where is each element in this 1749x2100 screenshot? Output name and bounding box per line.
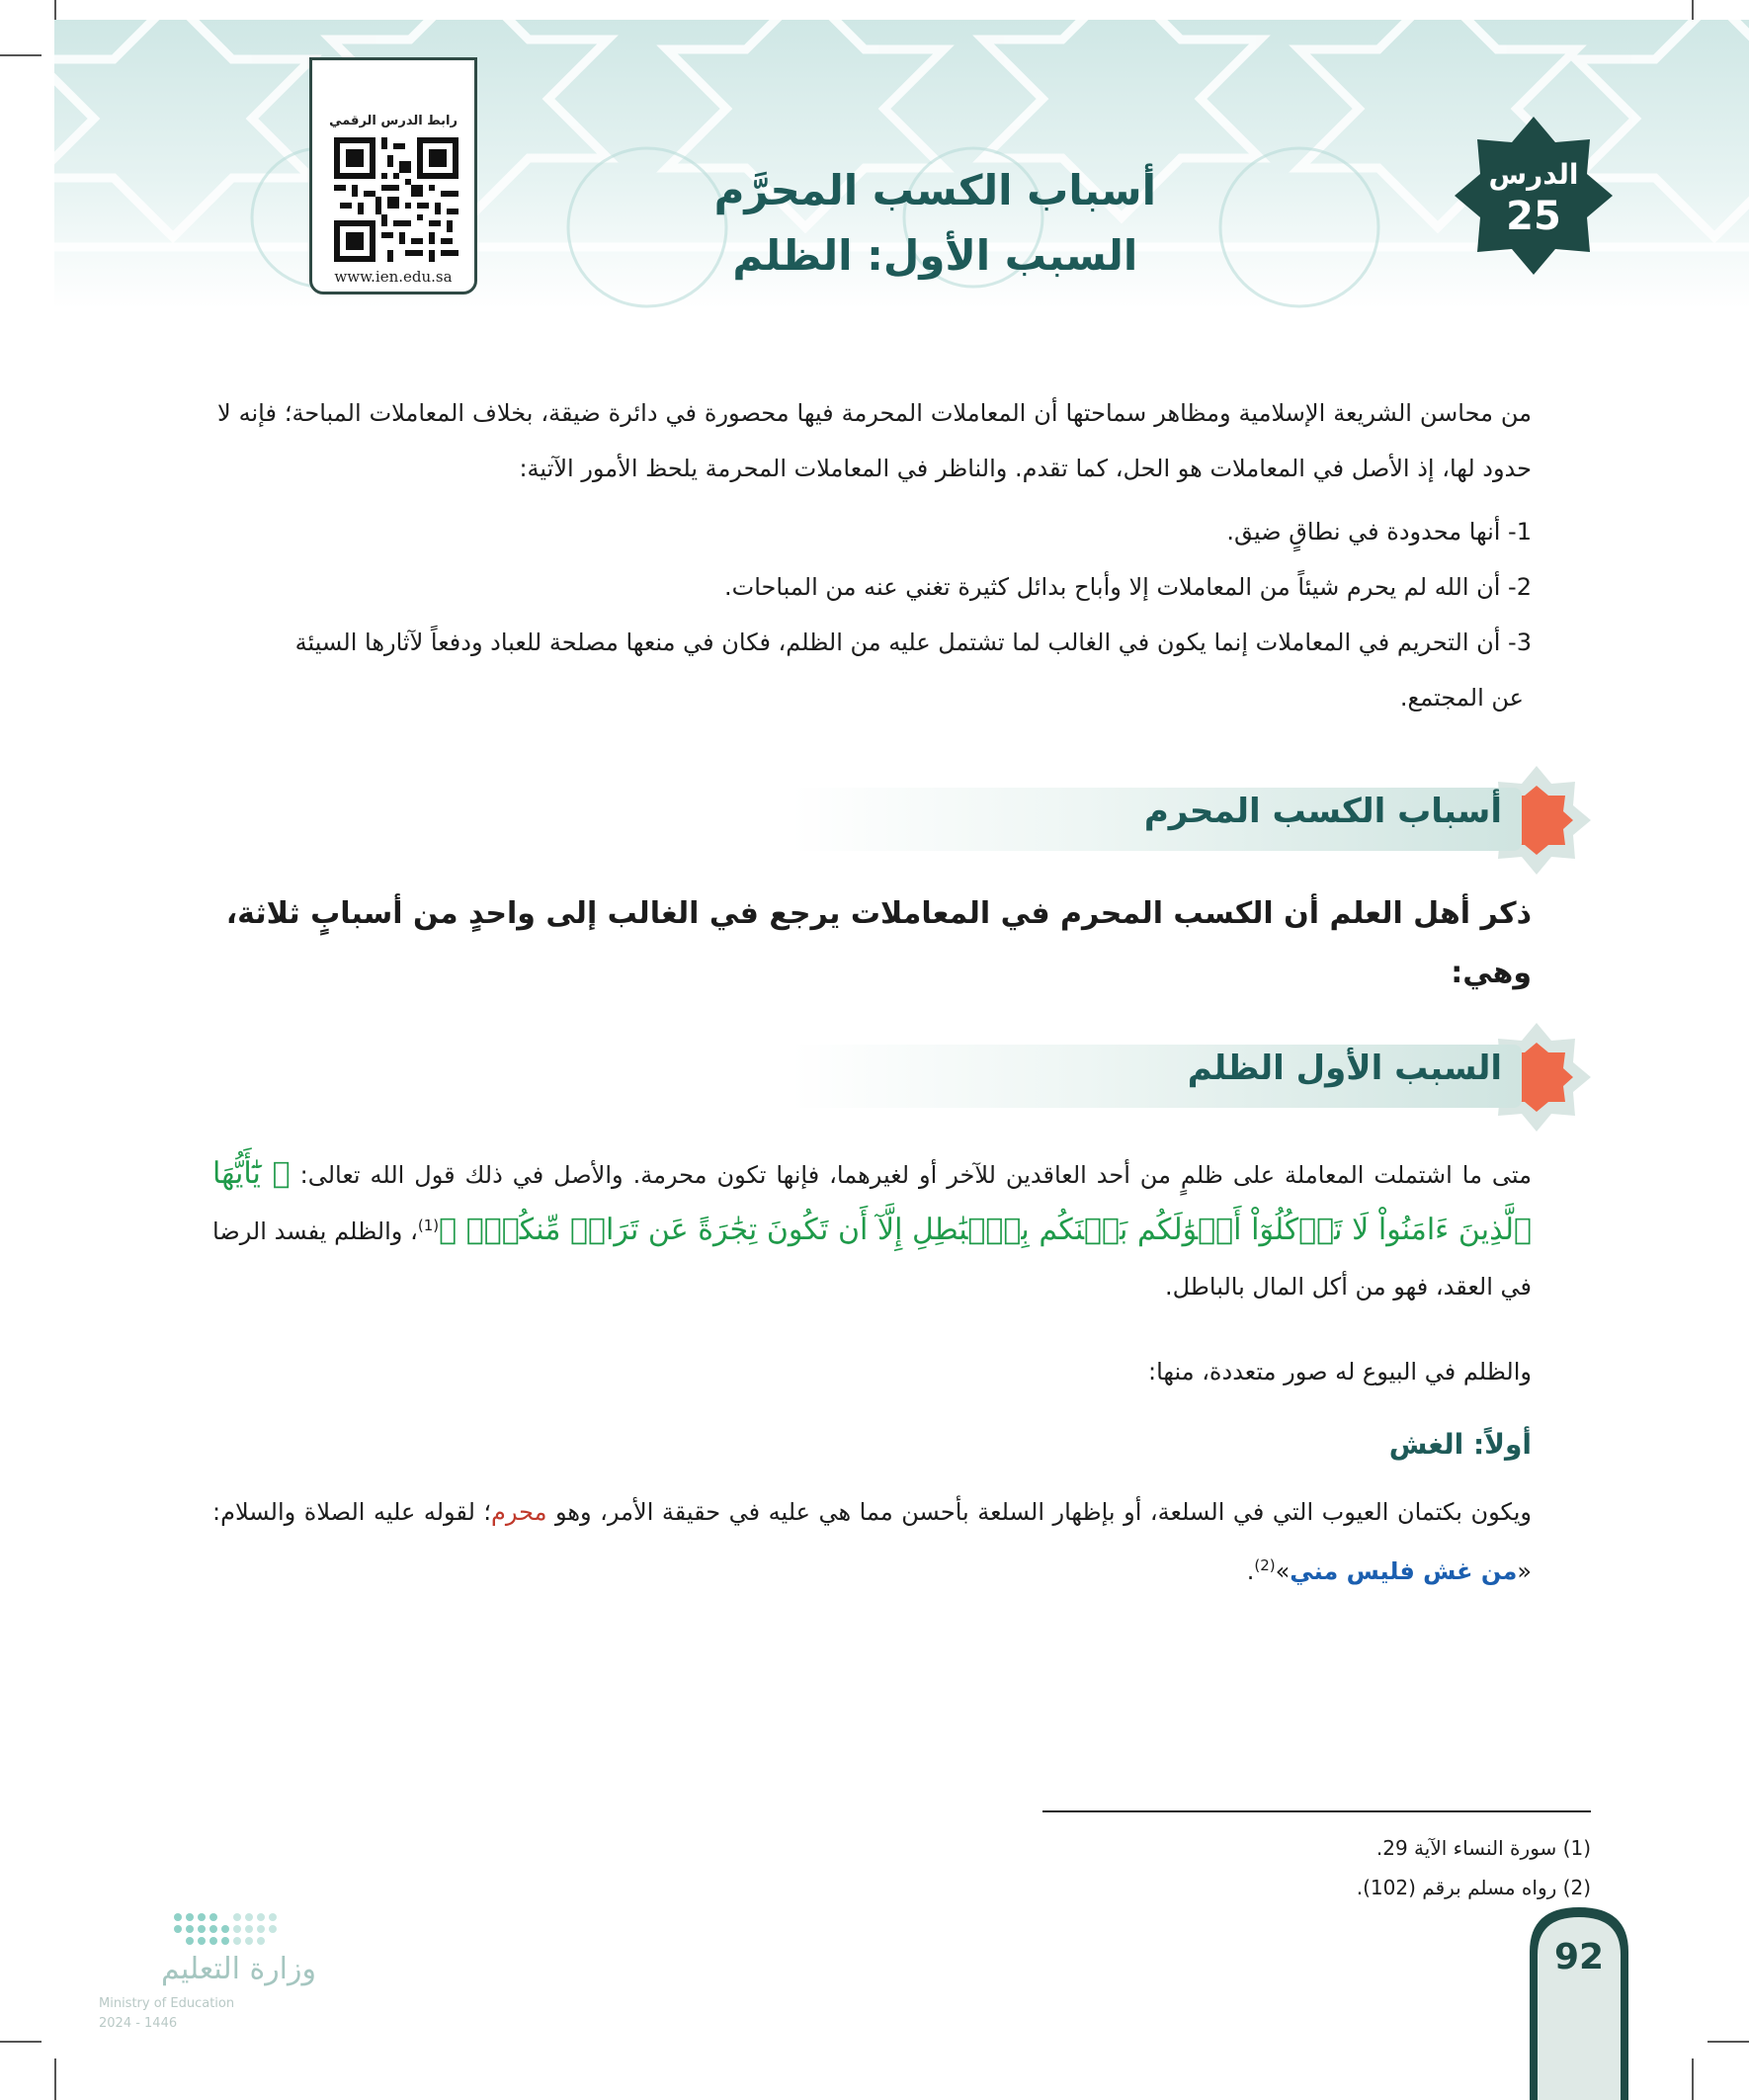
ghish-text-before: ويكون بكتمان العيوب التي في السلعة، أو بإظهار السلعة بأحسن مما هي عليه في حقيقة الأمر، وهو xyxy=(555,1498,1532,1526)
ghish-text-middle: ؛ لقوله عليه الصلاة والسلام: « xyxy=(212,1498,1532,1585)
ministry-name-ar: وزارة التعليم xyxy=(160,1952,316,1986)
zulm-text-after: ، والظلم يفسد الرضا في العقد، فهو من أكل المال بالباطل. xyxy=(212,1218,1532,1301)
qr-label: رابط الدرس الرقمي xyxy=(329,114,458,128)
title-line-1: أسباب الكسب المحرَّم xyxy=(713,166,1156,214)
zulm-text-before: متى ما اشتملت المعاملة على ظلمٍ من أحد العاقدين للآخر أو لغيرهما، فإنها تكون محرمة. والأصل في ذلك قول الله تعالى: xyxy=(299,1161,1532,1189)
section-heading-text: السبب الأول الظلم xyxy=(1187,1049,1502,1088)
intro-paragraph: من محاسن الشريعة الإسلامية ومظاهر سماحتها أن المعاملات المحرمة فيها محصورة في دائرة ضيقة، بخلاف المعاملات المباحة؛ فإنه لا حدود لها، إذ الأصل في المعاملات هو الحل، كما تقدم. والناظر في المعاملات المحرمة يلحظ الأمور الآتية: xyxy=(217,399,1532,482)
subheading-ghish: أولاً: الغش xyxy=(1388,1428,1532,1461)
ministry-logo xyxy=(99,1897,336,2056)
qr-code-icon[interactable] xyxy=(334,137,458,262)
footnote-ref[interactable]: (2) xyxy=(1254,1556,1276,1574)
qr-code-card[interactable] xyxy=(309,57,477,294)
causes-paragraph: ذكر أهل العلم أن الكسب المحرم في المعاملات يرجع في الغالب إلى واحدٍ من أسبابٍ ثلاثة، وهي: xyxy=(225,896,1532,990)
highlight-word: محرم xyxy=(491,1498,547,1526)
page-title xyxy=(714,158,1156,289)
crop-mark xyxy=(1707,2041,1749,2043)
list-item-continuation: عن المجتمع. xyxy=(1399,684,1524,712)
list-item: 2- أن الله لم يحرم شيئاً من المعاملات إلا وأباح بدائل كثيرة تغني عنه من المباحات. xyxy=(723,573,1532,601)
ministry-dots-icon xyxy=(99,1897,326,1957)
crop-mark xyxy=(54,2058,56,2100)
ministry-name-en: Ministry of Education xyxy=(99,1996,235,2011)
section-heading-causes xyxy=(781,766,1591,875)
zulm-paragraph xyxy=(212,1146,1532,1314)
ghish-paragraph xyxy=(212,1482,1532,1601)
qr-url[interactable]: www.ien.edu.sa xyxy=(334,268,453,286)
lesson-badge xyxy=(1455,117,1613,275)
footnote-item: (1) سورة النساء الآية 29. xyxy=(1375,1836,1591,1860)
footnote-divider xyxy=(1042,1810,1591,1812)
zulm-forms-text: والظلم في البيوع له صور متعددة، منها: xyxy=(1148,1358,1532,1386)
page-number: 92 xyxy=(1553,1937,1605,1977)
lesson-label: الدرس xyxy=(1488,158,1579,191)
title-line-2: السبب الأول: الظلم xyxy=(732,231,1138,280)
hadith-text: من غش فليس مني xyxy=(1290,1557,1518,1585)
page-number-tab xyxy=(1530,1907,1628,2100)
crop-mark xyxy=(1692,2058,1694,2100)
lesson-number: 25 xyxy=(1506,194,1561,239)
footnote-ref[interactable]: (1) xyxy=(417,1217,440,1234)
list-item: 3- أن التحريم في المعاملات إنما يكون في الغالب لما تشتمل عليه من الظلم، فكان في منعها مصلحة للعباد ودفعاً لآثارها السيئة xyxy=(294,629,1532,656)
footnote-item: (2) رواه مسلم برقم (102). xyxy=(1356,1876,1591,1899)
ministry-year: 2024 - 1446 xyxy=(99,2016,178,2031)
ghish-text-end: » xyxy=(1275,1557,1291,1585)
list-item: 1- أنها محدودة في نطاقٍ ضيق. xyxy=(1226,518,1532,546)
quran-verse: ﴿ يَٰٓأَيُّهَا ٱلَّذِينَ ءَامَنُواْ لَا تَأۡكُلُوٓاْ أَمۡوَٰلَكُم بَيۡنَكُم بِٱلۡبَٰطِلِ إِلَّآ أَن تَكُونَ تِجَٰرَةً عَن تَرَاضٖ مِّنكُمۡۚ ﴾ xyxy=(212,1156,1532,1247)
crop-mark xyxy=(0,2041,42,2043)
intro-list xyxy=(217,504,1532,725)
crop-mark xyxy=(0,54,42,56)
final-period: . xyxy=(1246,1557,1255,1585)
section-heading-text: أسباب الكسب المحرم xyxy=(1143,792,1502,831)
section-heading-zulm xyxy=(781,1023,1591,1132)
footnotes xyxy=(1357,1828,1591,1907)
